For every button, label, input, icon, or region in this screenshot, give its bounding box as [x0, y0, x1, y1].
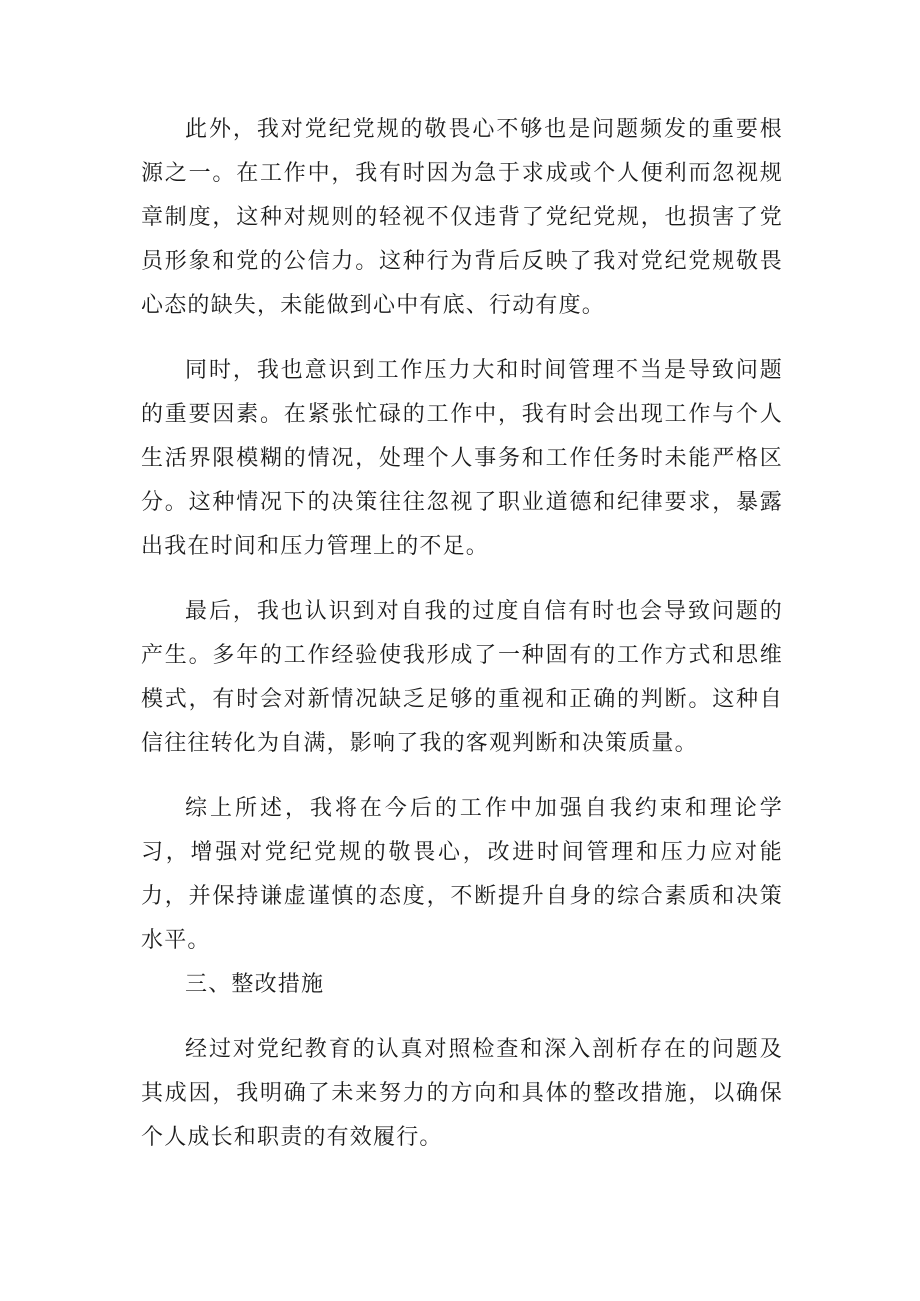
paragraph-rectification-intro: 经过对党纪教育的认真对照检查和深入剖析存在的问题及其成因，我明确了未来努力的方向和具体的整改措施，以确保个人成长和职责的有效履行。 — [141, 1037, 783, 1150]
paragraph-overconfidence: 最后，我也认识到对自我的过度自信有时也会导致问题的产生。多年的工作经验使我形成了一种固有的工作方式和思维模式，有时会对新情况缺乏足够的重视和正确的判断。这种自信往往转化为自满，影响了我的客观判断和决策质量。 — [141, 599, 783, 756]
document-body — [141, 108, 783, 1160]
paragraph-reverence: 此外，我对党纪党规的敬畏心不够也是问题频发的重要根源之一。在工作中，我有时因为急于求成或个人便利而忽视规章制度，这种对规则的轻视不仅违背了党纪党规，也损害了党员形象和党的公信力。这种行为背后反映了我对党纪党规敬畏心态的缺失，未能做到心中有底、行动有度。 — [141, 117, 783, 318]
paragraph-summary: 综上所述，我将在今后的工作中加强自我约束和理论学习，增强对党纪党规的敬畏心，改进时间管理和压力应对能力，并保持谦虚谨慎的态度，不断提升自身的综合素质和决策水平。 — [141, 796, 783, 953]
paragraph-work-pressure: 同时，我也意识到工作压力大和时间管理不当是导致问题的重要因素。在紧张忙碌的工作中，我有时会出现工作与个人生活界限模糊的情况，处理个人事务和工作任务时未能严格区分。这种情况下的决策往往忽视了职业道德和纪律要求，暴露出我在时间和压力管理上的不足。 — [141, 358, 783, 559]
section-heading: 三、整改措施 — [185, 972, 325, 997]
